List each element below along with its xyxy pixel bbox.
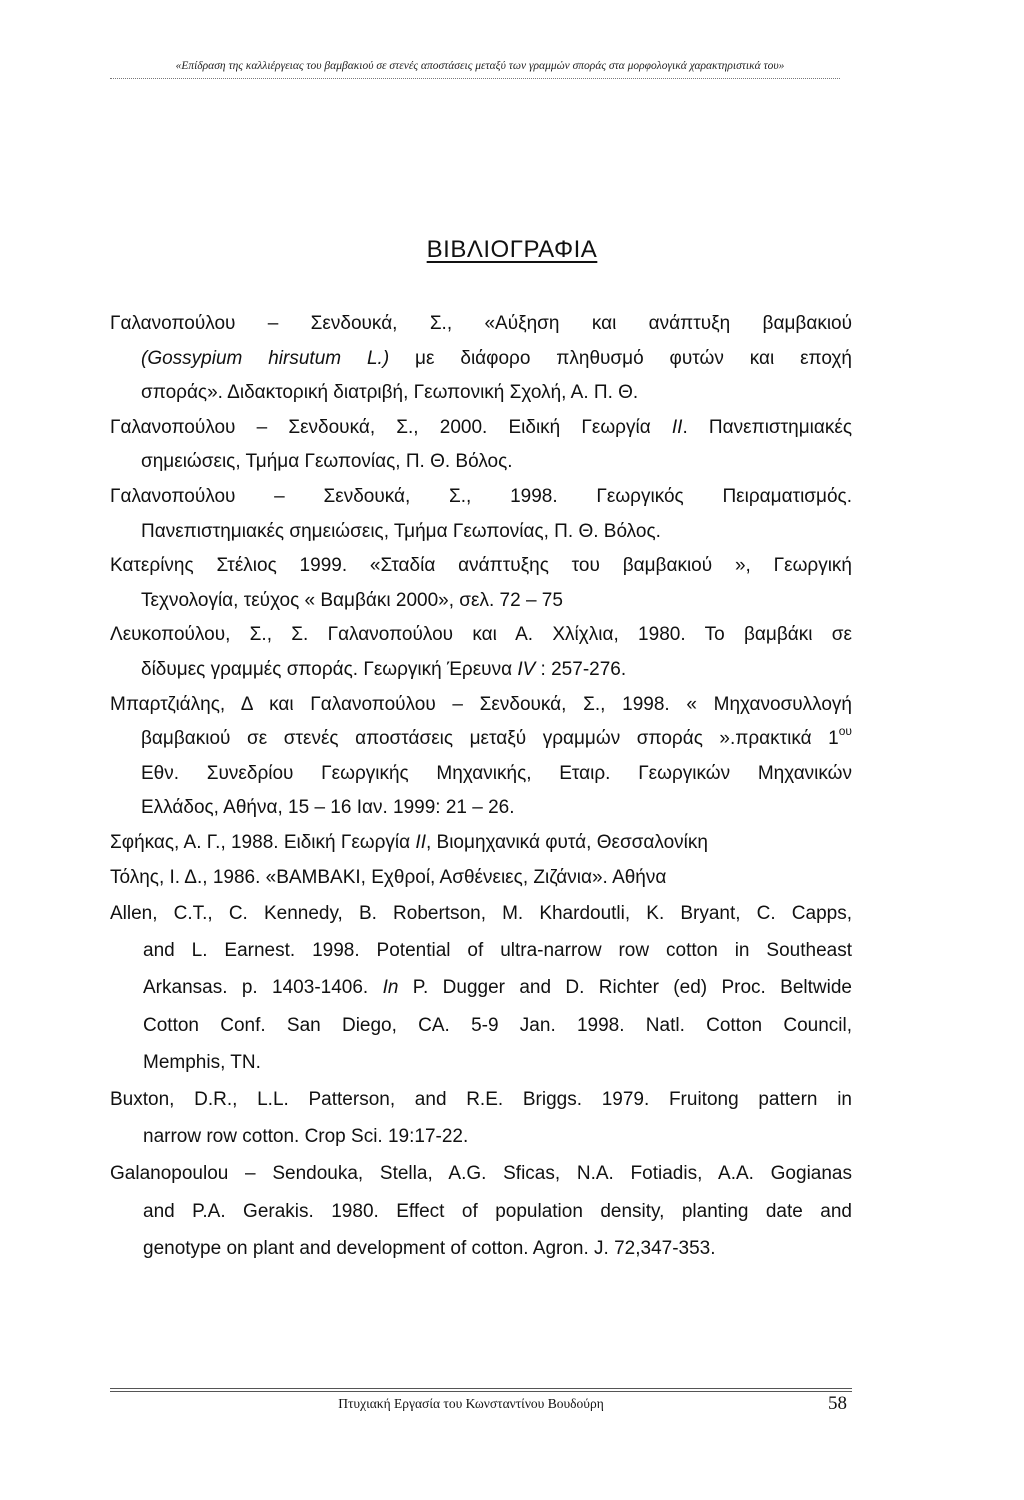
bibliography-list <box>110 307 852 1267</box>
reference-line: and L. Earnest. 1998. Potential of ultra-narrow row cotton in Southeast <box>143 940 852 962</box>
footer-author-line: Πτυχιακή Εργασία του Κωνσταντίνου Βουδούρη <box>338 1396 604 1411</box>
reference-line <box>110 411 852 446</box>
header-rule <box>110 78 840 79</box>
reference-line: Πανεπιστημιακές σημειώσεις, Τμήμα Γεωπονίας, Π. Θ. Βόλος. <box>141 520 661 542</box>
reference-text: . Πανεπιστημιακές <box>682 416 852 438</box>
reference-line <box>110 653 852 688</box>
reference-line <box>110 722 852 757</box>
in-italic: In <box>382 977 399 999</box>
reference-buxton-1979 <box>110 1081 852 1155</box>
reference-tolis-1986 <box>110 861 852 896</box>
reference-line: Allen, C.T., C. Kennedy, B. Robertson, M. Khardoutli, K. Bryant, C. Capps, <box>110 903 852 925</box>
reference-galanopoulou-1980 <box>110 1155 852 1267</box>
reference-line: Memphis, TN. <box>143 1051 261 1073</box>
reference-allen-1998 <box>110 895 852 1081</box>
reference-text: βαμβακιού σε στενές αποστάσεις μεταξύ γραμμών σποράς ».πρακτικά 1 <box>141 728 839 750</box>
reference-line: σποράς». Διδακτορική διατριβή, Γεωπονική Σχολή, Α. Π. Θ. <box>141 382 639 404</box>
reference-line <box>110 826 852 861</box>
reference-galanopoulou-1998 <box>110 480 852 549</box>
reference-text: , Βιομηχανικά φυτά, Θεσσαλονίκη <box>425 831 708 853</box>
reference-text: με διάφορο πληθυσμό φυτών και εποχή <box>389 347 852 369</box>
reference-lefkopoulou-1980 <box>110 618 852 687</box>
reference-line: Τόλης, Ι. Δ., 1986. «ΒΑΜΒΑΚΙ, Εχθροί, Ασθένειες, Ζιζάνια». Αθήνα <box>110 866 667 888</box>
reference-line: Γαλανοπούλου – Σενδουκά, Σ., «Αύξηση και ανάπτυξη βαμβακιού <box>110 313 852 334</box>
reference-text: P. Dugger and D. Richter (ed) Proc. Beltwide <box>398 977 852 999</box>
reference-line: σημειώσεις, Τμήμα Γεωπονίας, Π. Θ. Βόλος. <box>141 451 513 473</box>
section-title-text: ΒΙΒΛΙΟΓΡΑΦΙΑ <box>426 236 598 263</box>
reference-line: and P.A. Gerakis. 1980. Effect of population density, planting date and <box>143 1200 852 1222</box>
reference-text: δίδυμες γραμμές σποράς. Γεωργική Έρευνα <box>141 658 518 680</box>
reference-line: Buxton, D.R., L.L. Patterson, and R.E. Briggs. 1979. Fruitong pattern in <box>110 1089 852 1111</box>
reference-line: Γαλανοπούλου – Σενδουκά, Σ., 1998. Γεωργικός Πειραματισμός. <box>110 485 852 507</box>
reference-text: Arkansas. p. 1403-1406. <box>143 977 383 999</box>
volume-italic: ΙΙ <box>415 831 426 853</box>
reference-galanopoulou-2000 <box>110 411 852 480</box>
volume-italic: IV <box>517 658 536 680</box>
reference-text: Γαλανοπούλου – Σενδουκά, Σ., 2000. Ειδική Γεωργία <box>110 416 672 438</box>
superscript: ου <box>838 724 852 739</box>
reference-text: Σφήκας, Α. Γ., 1988. Ειδική Γεωργία <box>110 831 416 853</box>
reference-line <box>110 969 852 1006</box>
reference-line: Εθν. Συνεδρίου Γεωργικής Μηχανικής, Εταιρ. Γεωργικών Μηχανικών <box>141 762 852 784</box>
reference-line: Τεχνολογία, τεύχος « Βαμβάκι 2000», σελ. 72 – 75 <box>141 589 563 611</box>
reference-bartzialis-1998 <box>110 688 852 826</box>
reference-line: Cotton Conf. San Diego, CA. 5-9 Jan. 1998. Natl. Cotton Council, <box>143 1014 852 1036</box>
species-name: (Gossypium hirsutum L.) <box>141 347 390 369</box>
reference-line: genotype on plant and development of cotton. Agron. J. 72,347-353. <box>143 1237 716 1259</box>
reference-line <box>110 342 852 377</box>
reference-line: Galanopoulou – Sendouka, Stella, A.G. Sficas, N.A. Fotiadis, A.A. Gogianas <box>110 1163 852 1185</box>
section-title <box>0 236 1024 264</box>
footer-rule-line <box>110 1388 852 1389</box>
volume-italic: ΙΙ <box>671 416 683 438</box>
page-number: 58 <box>828 1393 847 1414</box>
reference-line: narrow row cotton. Crop Sci. 19:17-22. <box>143 1126 469 1148</box>
reference-sfikas-1988 <box>110 826 852 861</box>
reference-line: Κατερίνης Στέλιος 1999. «Σταδία ανάπτυξης του βαμβακιού », Γεωργική <box>110 555 852 577</box>
reference-line: Λευκοπούλου, Σ., Σ. Γαλανοπούλου και Α. Χλίχλια, 1980. Το βαμβάκι σε <box>110 624 852 646</box>
reference-text: : 257-276. <box>535 658 627 680</box>
reference-line: Ελλάδος, Αθήνα, 15 – 16 Ιαν. 1999: 21 – 26. <box>141 797 515 819</box>
reference-katerinis-1999 <box>110 549 852 618</box>
running-header: «Επίδραση της καλλιέργειας του βαμβακιού σε στενές αποστάσεις μεταξύ των γραμμών σποράς στα μορφολογικά χαρακτηριστικά του» <box>175 60 785 72</box>
footer-rule-line <box>110 1391 852 1392</box>
reference-galanopoulou-auxisi <box>110 307 852 411</box>
reference-line: Μπαρτζιάλης, Δ και Γαλανοπούλου – Σενδουκά, Σ., 1998. « Μηχανοσυλλογή <box>110 693 852 715</box>
